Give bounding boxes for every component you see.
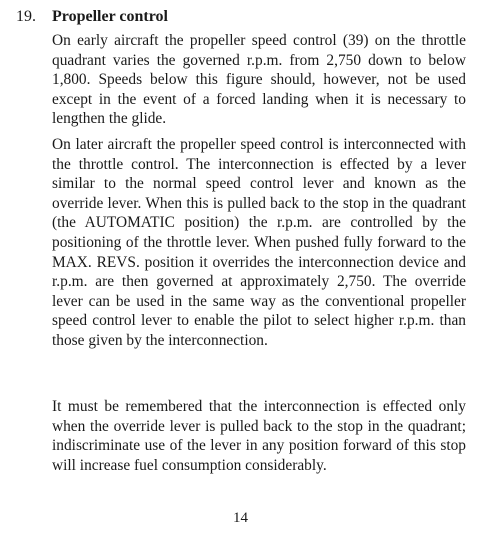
paragraph-text: On later aircraft the propeller speed control is interconnected with the throttle control. The interconnection is effected by a lever similar to the normal speed control lever and known as the override lever. When this is pulled back to the stop in the quadrant (the AUTOMATIC position) the r.p.m. are controlled by the positioning of the throttle lever. When pushed fully forward to the MAX. REVS. position it overrides the interconnection device and r.p.m. are then governed at approximately 2,750. The override lever can be used in the same way as the conventional propeller speed control lever to enable the pilot to select higher r.p.m. than those given by the interconnection. <box>52 136 466 349</box>
paragraph-text: On early aircraft the propeller speed control (39) on the throttle quadrant varies the governed r.p.m. from 2,750 down to below 1,800. Speeds below this figure should, however, not be used except in the event of a forced landing when it is necessary to lengthen the glide. <box>52 32 466 128</box>
section-title: Propeller control <box>52 8 168 25</box>
paragraph-early-aircraft <box>52 31 466 129</box>
section-heading <box>16 6 168 28</box>
page-number: 14 <box>233 510 248 526</box>
paragraph-interconnection-warning <box>52 397 466 475</box>
section-number: 19. <box>16 8 36 25</box>
paragraph-later-aircraft <box>52 135 466 351</box>
paragraph-text: It must be remembered that the interconnection is effected only when the override lever is pulled back to the stop in the quadrant; indiscriminate use of the lever in any position forward of this stop will increase fuel consumption considerably. <box>52 398 466 474</box>
